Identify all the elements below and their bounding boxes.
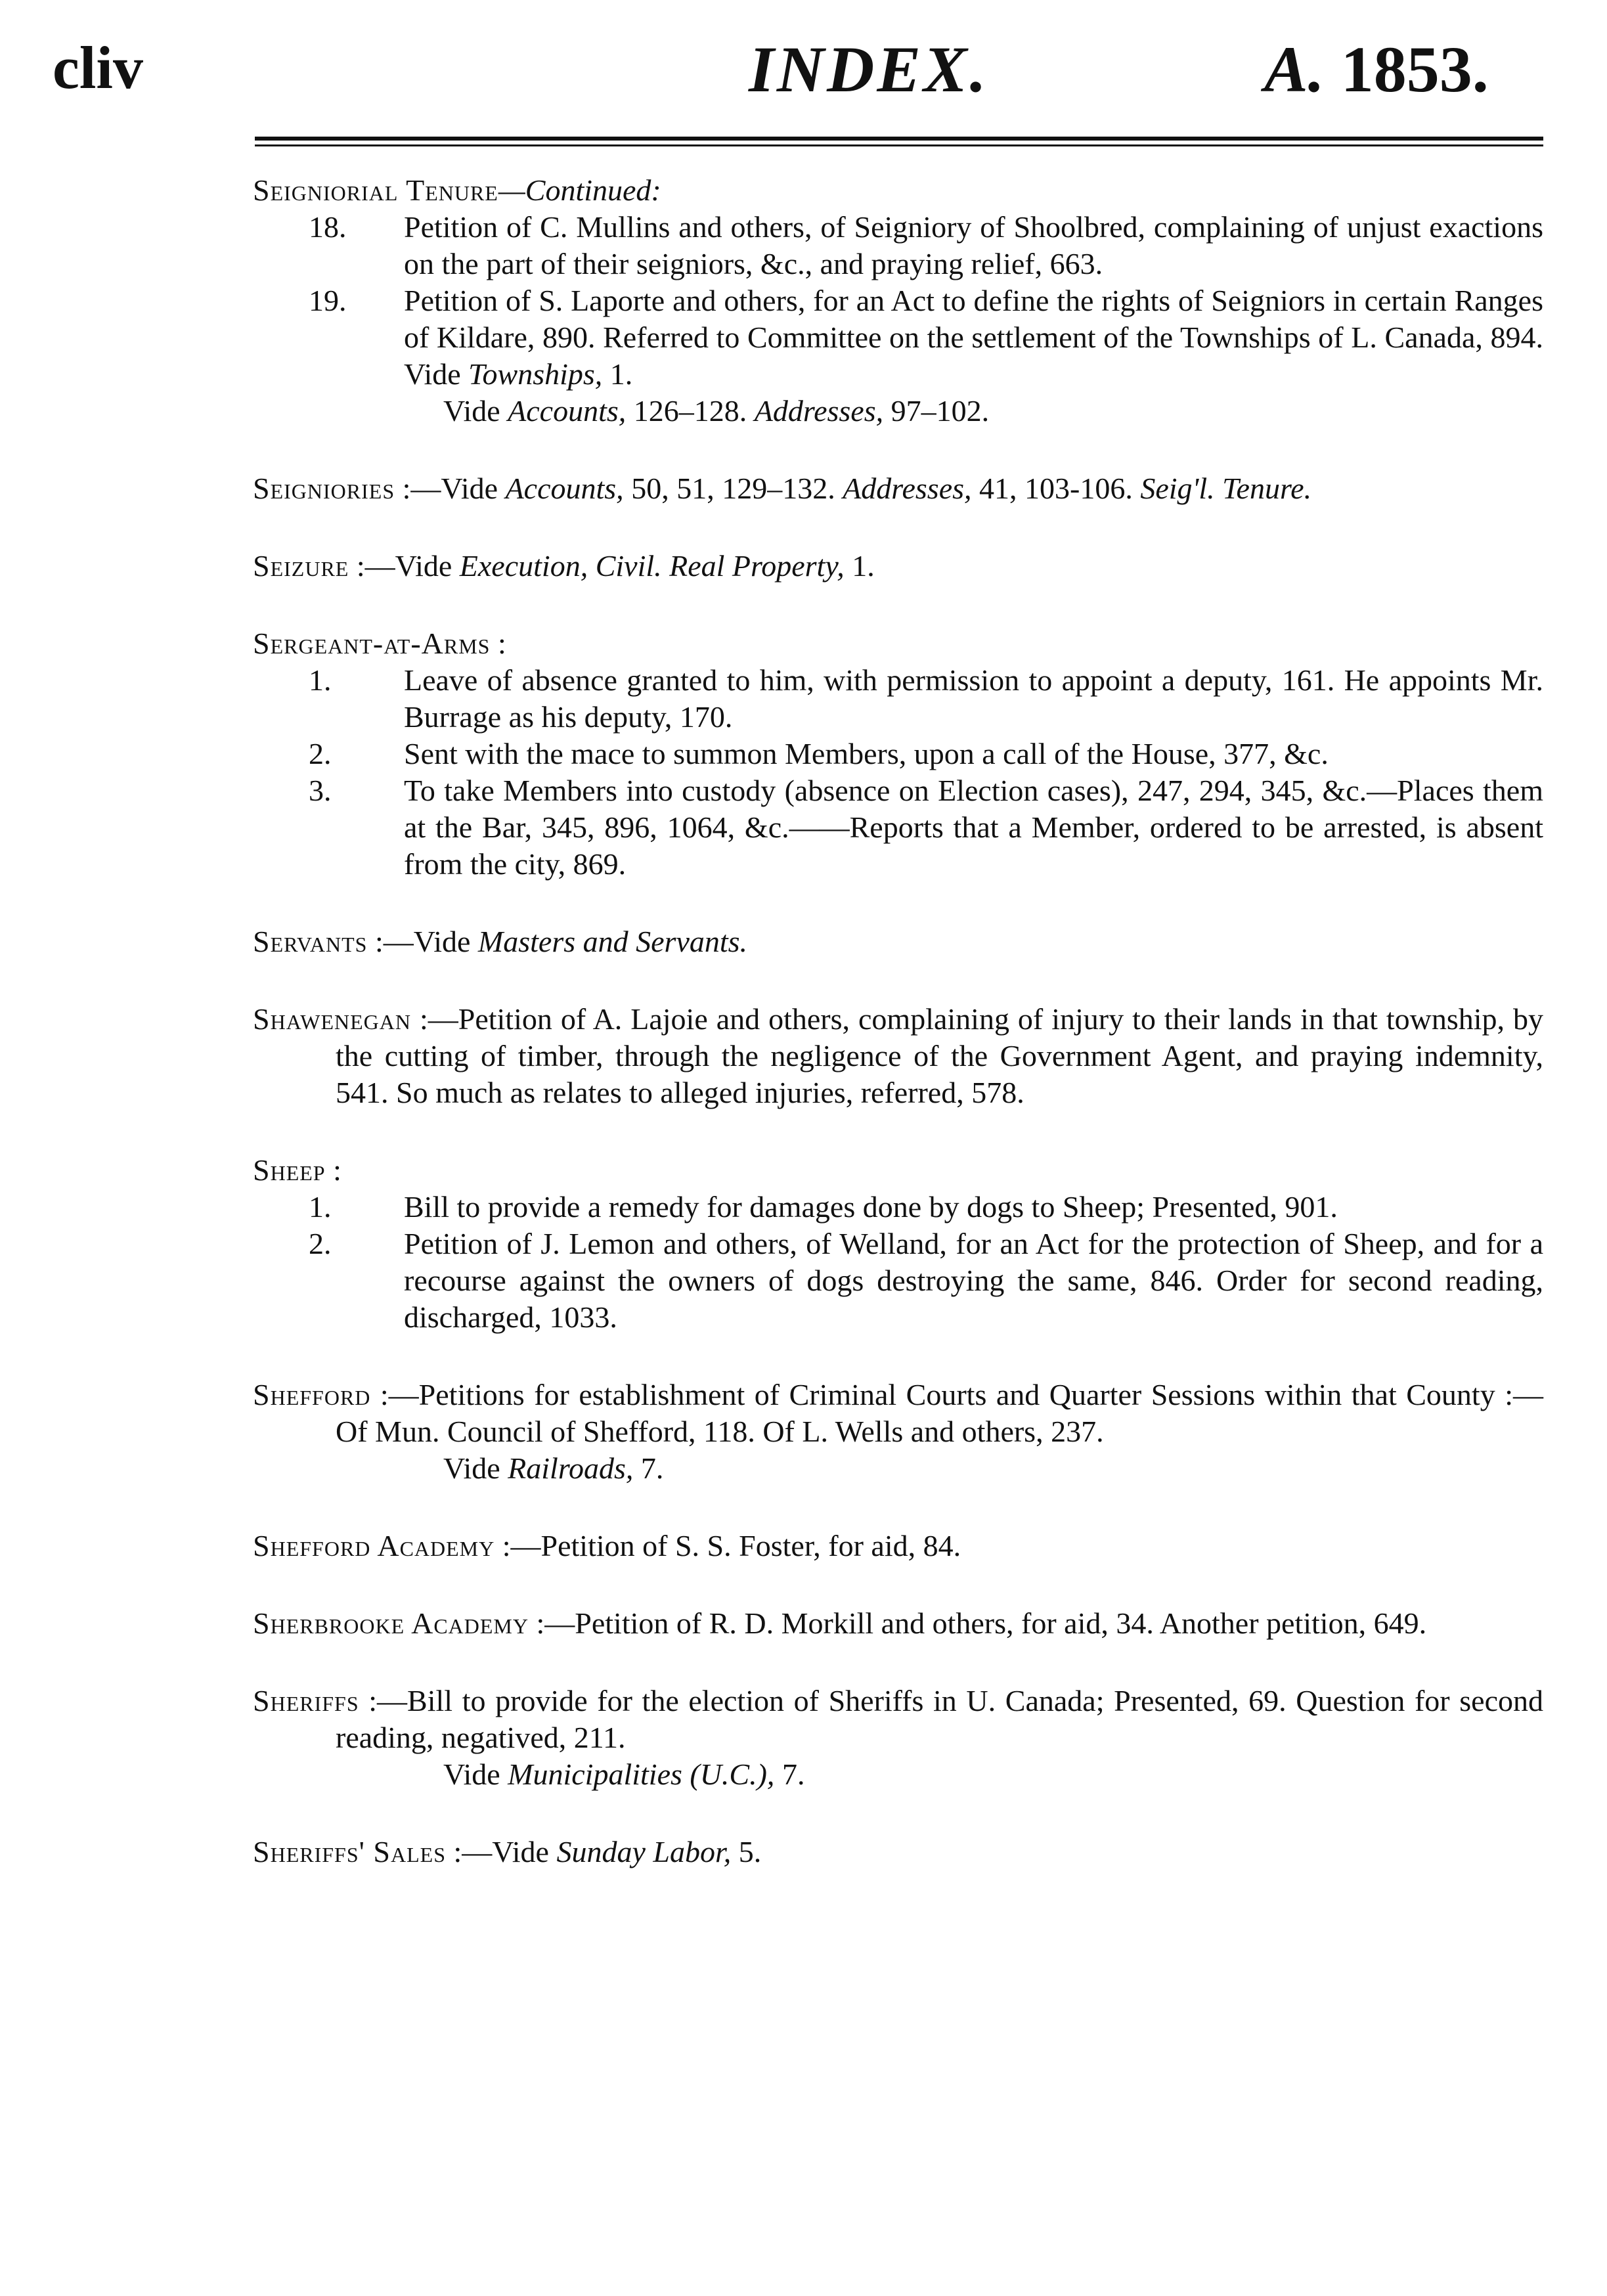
entry-servants bbox=[253, 923, 1543, 960]
vide-prefix: Vide bbox=[443, 394, 508, 428]
item-number: 18. bbox=[309, 210, 347, 244]
entry-text: :—Petition of S. S. Foster, for aid, 84. bbox=[495, 1529, 961, 1562]
vide-line bbox=[253, 1450, 1543, 1487]
cross-reference: Accounts, bbox=[505, 472, 624, 505]
entry-heading: Sheriffs' Sales bbox=[253, 1835, 447, 1868]
entry-text: : bbox=[490, 627, 506, 660]
item-text: To take Members into custody (absence on Election cases), 247, 294, 345, &c.—Places them at the Bar, 345, 896, 1064, &c.——Reports that a Member, ordered to be arrested, is absent from the city, 869. bbox=[404, 774, 1543, 881]
entry-text: :—Bill to provide for the election of Sheriffs in U. Canada; Presented, 69. Question for second reading, negatived, 211. bbox=[336, 1684, 1543, 1754]
page-refs: 50, 51, 129–132. bbox=[623, 472, 843, 505]
cross-reference: Railroads, bbox=[508, 1451, 634, 1485]
list-item bbox=[253, 209, 1543, 282]
item-number: 1. bbox=[309, 663, 332, 697]
page-refs: 7. bbox=[633, 1451, 664, 1485]
page-refs: 5. bbox=[731, 1835, 762, 1868]
list-item bbox=[253, 1225, 1543, 1336]
page-refs: 126–128. bbox=[626, 394, 755, 428]
list-item bbox=[253, 1189, 1543, 1225]
page-refs: 7. bbox=[774, 1757, 805, 1791]
page-refs: 97–102. bbox=[883, 394, 990, 428]
entry-text: :—Petition of R. D. Morkill and others, for aid, 34. Another petition, 649. bbox=[529, 1606, 1427, 1640]
entry-text: :—Vide bbox=[367, 925, 478, 958]
page-refs: 1. bbox=[844, 549, 875, 583]
entry-text: :—Vide bbox=[349, 549, 460, 583]
entry-heading: Seizure bbox=[253, 549, 349, 583]
entry-shawenegan bbox=[253, 1001, 1543, 1111]
item-text: Sent with the mace to summon Members, upon a call of the House, 377, &c. bbox=[404, 737, 1329, 770]
entry-text: :—Vide bbox=[446, 1835, 557, 1868]
cross-reference: Townships, bbox=[468, 357, 603, 391]
entry-text: : bbox=[325, 1153, 341, 1187]
entry-seizure bbox=[253, 548, 1543, 585]
list-item bbox=[253, 772, 1543, 883]
entry-text bbox=[662, 549, 670, 583]
entry-sergeant-at-arms bbox=[253, 625, 1543, 883]
page-header bbox=[0, 20, 1607, 112]
entry-text: :—Petition of A. Lajoie and others, complaining of injury to their lands in that township, by the cutting of timber, through the negligence of the Government Agent, and praying indemnity, 541. So much as relates to alleged injuries, referred, 578. bbox=[336, 1002, 1543, 1109]
list-item bbox=[253, 736, 1543, 772]
list-item bbox=[253, 662, 1543, 736]
cross-reference: Execution, Civil. bbox=[459, 549, 662, 583]
year-label bbox=[1264, 32, 1489, 107]
cross-reference: Addresses, bbox=[754, 394, 884, 428]
entry-heading: Seigniories bbox=[253, 472, 395, 505]
header-rule-thick bbox=[255, 137, 1543, 141]
entry-heading: Shawenegan bbox=[253, 1002, 411, 1036]
cross-reference: Addresses, bbox=[843, 472, 972, 505]
cross-reference: Real Property, bbox=[669, 549, 845, 583]
entry-shefford-academy bbox=[253, 1528, 1543, 1564]
item-text-tail: 1. bbox=[602, 357, 633, 391]
entry-heading: Shefford bbox=[253, 1378, 371, 1411]
entry-heading: Shefford Academy bbox=[253, 1529, 495, 1562]
running-title: INDEX. bbox=[749, 33, 989, 106]
vide-line bbox=[253, 1756, 1543, 1793]
vide-line bbox=[253, 393, 1543, 430]
item-number: 2. bbox=[309, 1227, 332, 1260]
item-text: Bill to provide a remedy for damages done by dogs to Sheep; Presented, 901. bbox=[404, 1190, 1338, 1224]
item-number: 2. bbox=[309, 737, 332, 770]
entry-seigniorial-tenure bbox=[253, 172, 1543, 430]
item-text: Petition of J. Lemon and others, of Welland, for an Act for the protection of Sheep, and for a recourse against the owners of dogs destroying the same, 846. Order for second reading, discharged, 1033. bbox=[404, 1227, 1543, 1334]
entry-heading: Sherbrooke Academy bbox=[253, 1606, 529, 1640]
cross-reference: Sunday Labor, bbox=[556, 1835, 732, 1868]
entry-heading: Servants bbox=[253, 925, 368, 958]
entry-heading: Sheep bbox=[253, 1153, 326, 1187]
entry-sherbrooke-academy bbox=[253, 1605, 1543, 1642]
vide-prefix: Vide bbox=[443, 1757, 508, 1791]
entry-shefford bbox=[253, 1377, 1543, 1487]
item-text: Petition of S. Laporte and others, for an Act to define the rights of Seigniors in certain Ranges of Kildare, 890. Referred to Committee on the settlement of the Townships of L. Canada, 894. Vide bbox=[404, 284, 1543, 391]
entry-heading: Sergeant-at-Arms bbox=[253, 627, 491, 660]
page-number: cliv bbox=[53, 34, 143, 101]
year-number: 1853. bbox=[1340, 33, 1489, 106]
entry-text: :—Vide bbox=[395, 472, 506, 505]
item-number: 3. bbox=[309, 774, 332, 807]
item-text: Leave of absence granted to him, with permission to appoint a deputy, 161. He appoints Mr. Burrage as his deputy, 170. bbox=[404, 663, 1543, 734]
year-letter: A. bbox=[1264, 33, 1325, 106]
cross-reference: Seig'l. Tenure. bbox=[1140, 472, 1312, 505]
cross-reference: Masters and Servants. bbox=[477, 925, 748, 958]
index-body bbox=[253, 172, 1543, 1911]
entry-heading: Seigniorial Tenure bbox=[253, 173, 498, 207]
cross-reference: Accounts, bbox=[508, 394, 627, 428]
list-item bbox=[253, 282, 1543, 393]
cross-reference: Municipalities (U.C.), bbox=[508, 1757, 775, 1791]
item-text: Petition of C. Mullins and others, of Seigniory of Shoolbred, complaining of unjust exactions on the part of their seigniors, &c., and praying relief, 663. bbox=[404, 210, 1543, 280]
header-rule-thin bbox=[255, 144, 1543, 146]
entry-sheriffs bbox=[253, 1683, 1543, 1793]
item-number: 1. bbox=[309, 1190, 332, 1224]
entry-heading: Sheriffs bbox=[253, 1684, 359, 1717]
page-refs: 41, 103-106. bbox=[971, 472, 1141, 505]
entry-sheriffs-sales bbox=[253, 1834, 1543, 1870]
entry-seigniories bbox=[253, 470, 1543, 507]
item-number: 19. bbox=[309, 284, 347, 317]
entry-text: :—Petitions for establishment of Criminal Courts and Quarter Sessions within that County :—Of Mun. Council of Shefford, 118. Of L. Wells and others, 237. bbox=[336, 1378, 1543, 1448]
continued-label: —Continued: bbox=[498, 173, 661, 207]
vide-prefix: Vide bbox=[443, 1451, 508, 1485]
entry-sheep bbox=[253, 1152, 1543, 1336]
